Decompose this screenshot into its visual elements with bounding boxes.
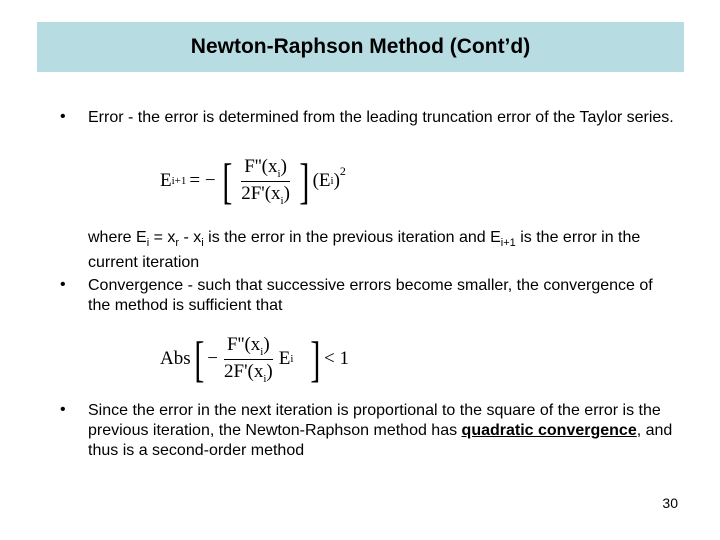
- text: = x: [149, 229, 176, 246]
- error-close: ): [333, 170, 340, 192]
- error-term: E: [278, 348, 291, 370]
- fraction: [238, 156, 293, 207]
- denominator: 2F'(x: [224, 360, 264, 382]
- error-sub: i: [330, 175, 334, 188]
- den-sub: i: [280, 194, 284, 207]
- left-bracket: [: [193, 331, 204, 388]
- num-close: ): [280, 156, 287, 177]
- numerator: F''(x: [227, 334, 261, 355]
- text: is the error in the current iteration: [88, 229, 641, 272]
- text: where E: [88, 229, 147, 246]
- num-sub: i: [260, 345, 264, 358]
- slide-title: Newton-Raphson Method (Cont’d): [37, 22, 684, 72]
- error-equation: [160, 153, 346, 210]
- left-bracket: [: [221, 153, 232, 210]
- sub: i: [146, 237, 150, 250]
- bullet: •: [60, 401, 66, 418]
- text: - x: [179, 229, 202, 246]
- text: , and thus is a second-order method: [88, 422, 673, 459]
- den-close: ): [283, 182, 290, 204]
- right-bracket: ]: [299, 153, 310, 210]
- text: Since the error in the next iteration is proportional to the square of the error is the previous iteration, the Newton-Raphson method has: [88, 402, 661, 439]
- eq-lhs-sub: i+1: [171, 175, 187, 188]
- sub: r: [175, 237, 180, 250]
- error-term: (E: [312, 170, 331, 192]
- error-sub: i: [290, 353, 294, 366]
- den-sub: i: [263, 372, 267, 385]
- page-number: 30: [662, 495, 678, 511]
- where-paragraph: [88, 228, 678, 273]
- eq-sign: = −: [189, 170, 216, 192]
- error-paragraph: Error - the error is determined from the leading truncation error of the Taylor series.: [88, 109, 674, 126]
- denominator: 2F'(x: [241, 182, 281, 204]
- num-close: ): [263, 334, 270, 355]
- right-bracket: ]: [310, 331, 321, 388]
- eq-lhs: E: [160, 170, 172, 192]
- den-close: ): [266, 360, 273, 382]
- power: 2: [339, 164, 346, 178]
- bullet: •: [60, 108, 66, 125]
- sub: i+1: [500, 237, 516, 250]
- quadratic-paragraph: [88, 401, 678, 461]
- convergence-paragraph: Convergence - such that successive errors become smaller, the convergence of the method is sufficient that: [88, 277, 653, 314]
- text: is the error in the previous iteration and E: [203, 229, 501, 246]
- num-sub: i: [277, 167, 281, 180]
- abs-label: Abs: [160, 348, 191, 370]
- less-than-one: < 1: [324, 348, 350, 370]
- convergence-equation: [160, 331, 350, 388]
- numerator: F''(x: [244, 156, 278, 177]
- quadratic-convergence-emphasis: quadratic convergence: [461, 422, 637, 439]
- bullet: •: [60, 276, 66, 293]
- fraction: [221, 334, 276, 385]
- sub: i: [201, 237, 204, 250]
- minus: −: [207, 348, 218, 370]
